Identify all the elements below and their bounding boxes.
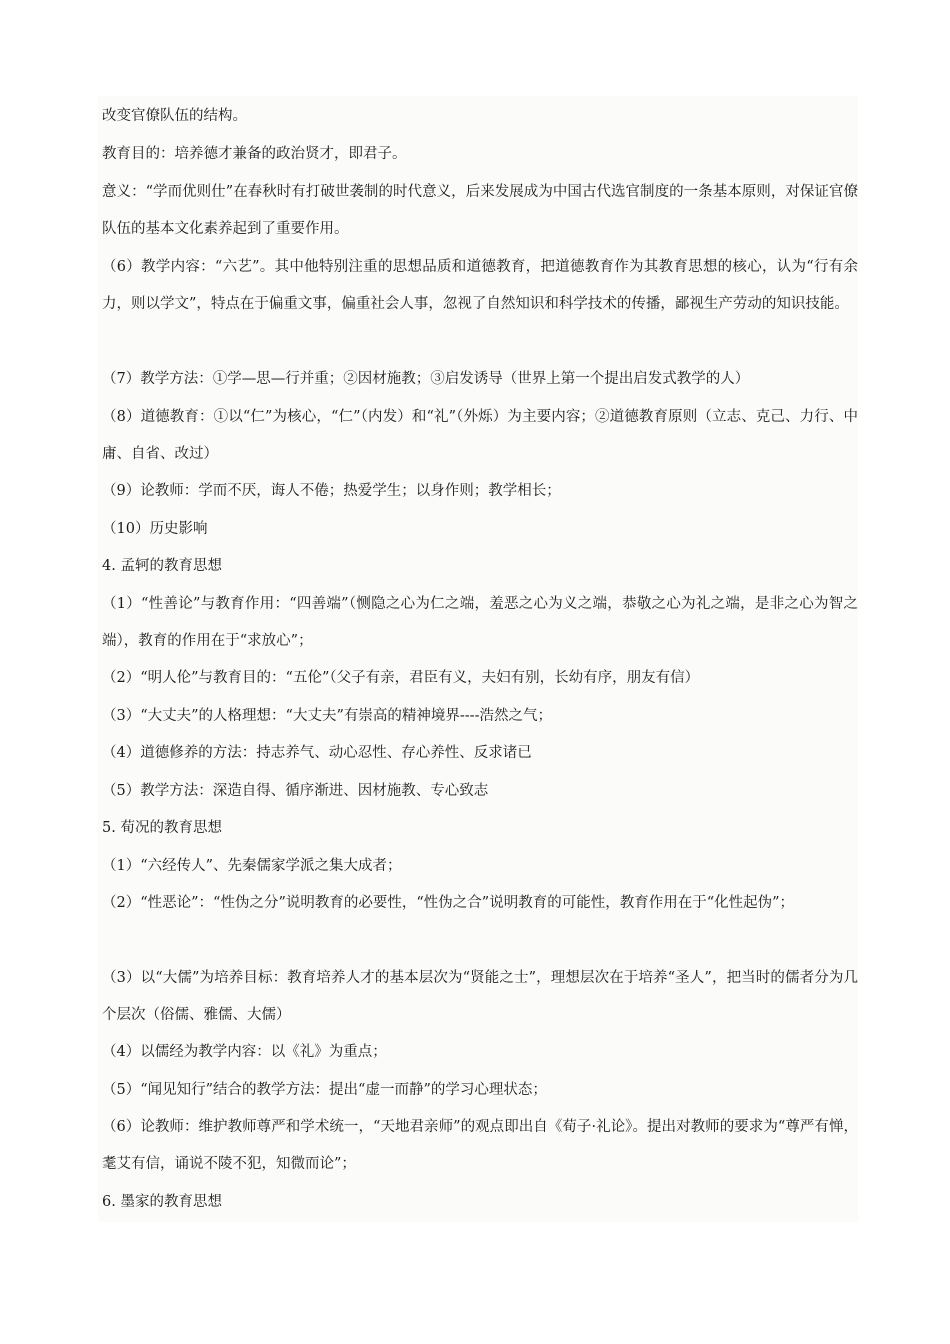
paragraph-xunzi-learning-method: （5）“闻见知行”结合的教学方法：提出“虚一而静”的学习心理状态； (102, 1082, 547, 1098)
paragraph-mencius-great-man: （3）“大丈夫”的人格理想：“大丈夫”有崇高的精神境界----浩然之气； (102, 708, 552, 724)
paragraph-significance: 意义：“学而优则仕”在春秋时有打破世袭制的时代意义，后来发展成为中国古代选官制度的一条基本原则，对保证官僚队伍的基本文化素养起到了重要作用。 (102, 184, 858, 238)
paragraph-xunzi-nature-evil: （2）“性恶论”：“性伪之分”说明教育的必要性，“性伪之合”说明教育的可能性，教育作用在于“化性起伪”； (102, 895, 795, 911)
paragraph-mencius-nature-good: （1）“性善论”与教育作用：“四善端”（恻隐之心为仁之端，羞恶之心为义之端，恭敬之心为礼之端，是非之心为智之端），教育的作用在于“求放心”； (102, 596, 858, 650)
paragraph-teaching-method: （7）教学方法：①学—思—行并重；②因材施教；③启发诱导（世界上第一个提出启发式教学的人） (102, 371, 750, 387)
paragraph-structure-change: 改变官僚队伍的结构。 (102, 108, 247, 124)
paragraph-moral-education: （8）道德教育：①以“仁”为核心，“仁”（内发）和“礼”（外烁）为主要内容；②道德教育原则（立志、克己、力行、中庸、自省、改过） (102, 409, 858, 463)
paragraph-education-goal: 教育目的：培养德才兼备的政治贤才，即君子。 (102, 146, 407, 162)
section-heading-mohism: 6. 墨家的教育思想 (102, 1194, 222, 1210)
paragraph-on-teachers: （9）论教师：学而不厌，诲人不倦；热爱学生；以身作则；教学相长； (102, 483, 561, 499)
paragraph-xunzi-on-teachers: （6）论教师：维护教师尊严和学术统一，“天地君亲师”的观点即出自《荀子·礼论》。提出对教师的要求为“尊严有惮，耄艾有信，诵说不陵不犯，知微而论”； (102, 1119, 858, 1173)
paragraph-teaching-content: （6）教学内容：“六艺”。其中他特别注重的思想品质和道德教育，把道德教育作为其教育思想的核心，认为“行有余力，则以学文”，特点在于偏重文事，偏重社会人事，忽视了自然知识和科学技术的传播，鄙视生产劳动的知识技能。 (102, 259, 858, 313)
paragraph-mencius-teaching-method: （5）教学方法：深造自得、循序渐进、因材施教、专心致志 (102, 783, 489, 799)
paragraph-xunzi-classics-content: （4）以儒经为教学内容：以《礼》为重点； (102, 1044, 387, 1060)
paragraph-historical-influence: （10）历史影响 (102, 521, 208, 537)
section-heading-xunzi: 5. 荀况的教育思想 (102, 820, 222, 836)
document-body (98, 96, 858, 1222)
paragraph-mencius-moral-cultivation: （4）道德修养的方法：持志养气、动心忍性、存心养性、反求诸已 (102, 745, 532, 761)
section-heading-mencius: 4. 孟轲的教育思想 (102, 558, 222, 574)
paragraph-xunzi-six-classics: （1）“六经传人”、先秦儒家学派之集大成者； (102, 858, 402, 874)
paragraph-mencius-human-relations: （2）“明人伦”与教育目的：“五伦”（父子有亲，君臣有义，夫妇有别，长幼有序，朋友有信） (102, 670, 700, 686)
paragraph-xunzi-great-confucian: （3）以“大儒”为培养目标：教育培养人才的基本层次为“贤能之士”，理想层次在于培养“圣人”，把当时的儒者分为几个层次（俗儒、雅儒、大儒） (102, 970, 858, 1024)
